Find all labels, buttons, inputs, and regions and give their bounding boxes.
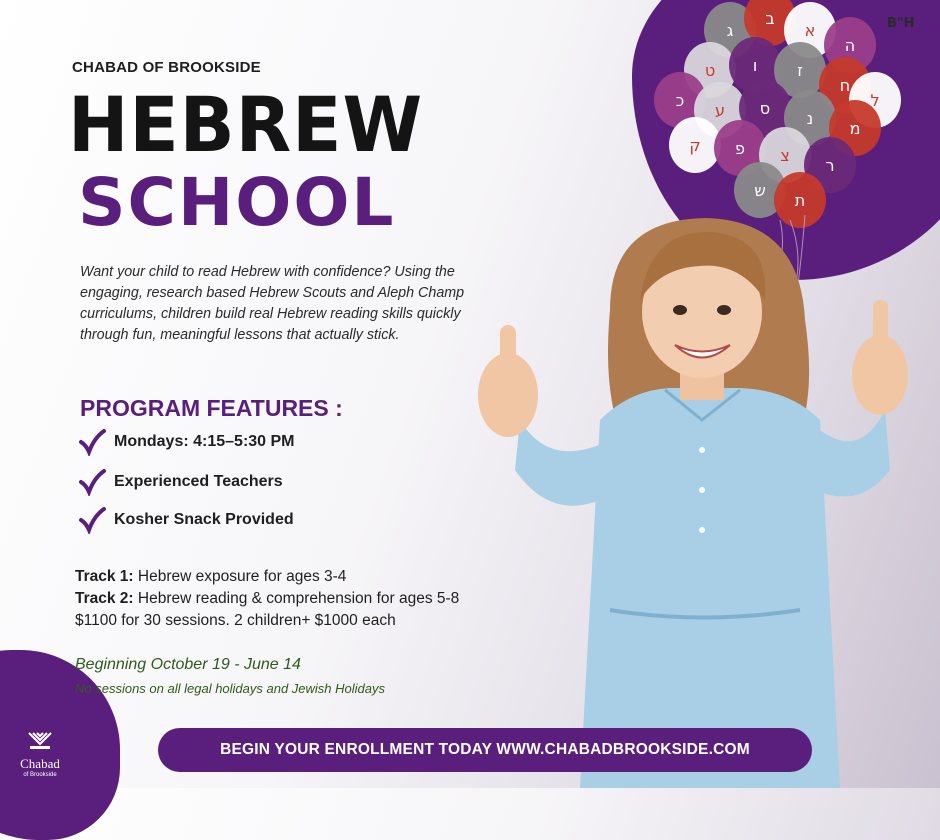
feature-label: Mondays: 4:15–5:30 PM (114, 433, 295, 450)
enroll-button[interactable] (158, 728, 812, 772)
track-2-label: Track 2: (75, 590, 134, 607)
track-1-text: Hebrew exposure for ages 3-4 (133, 568, 347, 585)
balloon-letter: פ (735, 139, 745, 158)
schedule-note: No sessions on all legal holidays and Jewish Holidays (75, 681, 386, 696)
tracks-section (75, 566, 459, 632)
balloon-letter: ב (765, 9, 775, 28)
balloon-letter: ר (825, 156, 835, 175)
track-2 (75, 588, 459, 610)
features-heading: PROGRAM FEATURES : (80, 395, 343, 421)
intro-text: Want your child to read Hebrew with confidence? Using the engaging, research based Hebrew Scouts and Aleph Champ curriculums, children build real Hebrew reading skills quickly through fun, meaningful lessons that actually stick. (80, 264, 465, 343)
track-2-text: Hebrew reading & comprehension for ages 5-8 (133, 590, 460, 607)
feature-item (78, 428, 295, 456)
enroll-button-label: BEGIN YOUR ENROLLMENT TODAY WWW.CHABADBROOKSIDE.COM (220, 741, 750, 758)
title-school: SCHOOL (78, 164, 396, 241)
bh-mark: B"H (887, 16, 915, 31)
schedule-dates: Beginning October 19 - June 14 (75, 656, 301, 673)
logo-subtitle: of Brookside (23, 772, 57, 778)
chabad-logo (10, 730, 70, 778)
organization-name: CHABAD OF BROOKSIDE (72, 59, 261, 76)
chabad-logo-icon (26, 730, 54, 752)
balloon-letter: נ (806, 109, 814, 128)
balloon-letter: ת (794, 191, 806, 210)
balloon-letter: ז (797, 61, 803, 80)
feature-label: Experienced Teachers (114, 473, 283, 490)
balloon-letter: ש (754, 181, 766, 200)
balloon-letter: מ (849, 119, 861, 138)
balloon-letter: כ (675, 91, 685, 110)
child-photo (460, 0, 940, 788)
balloon-letter: ו (752, 56, 758, 75)
title-hebrew: HEBREW (68, 80, 424, 169)
balloon-letter: א (804, 21, 816, 40)
track-1-label: Track 1: (75, 568, 134, 585)
pricing: $1100 for 30 sessions. 2 children+ $1000 each (75, 612, 396, 629)
balloon-letter: ט (704, 61, 716, 80)
balloon-letter: ל (870, 91, 880, 110)
check-icon (78, 506, 106, 534)
balloon-letter: ה (844, 36, 856, 55)
balloon-letter: ס (759, 99, 771, 118)
balloon-letter: ק (689, 136, 701, 155)
balloon-letter: ע (714, 101, 726, 120)
feature-item (78, 468, 283, 496)
check-icon (78, 468, 106, 496)
feature-label: Kosher Snack Provided (114, 511, 294, 528)
check-icon (78, 428, 106, 456)
track-1 (75, 566, 459, 588)
feature-item (78, 506, 294, 534)
balloon-letter: ח (839, 76, 851, 95)
balloon-letter: צ (780, 146, 790, 165)
logo-name: Chabad (20, 756, 60, 771)
balloon-letter: ג (726, 21, 734, 40)
